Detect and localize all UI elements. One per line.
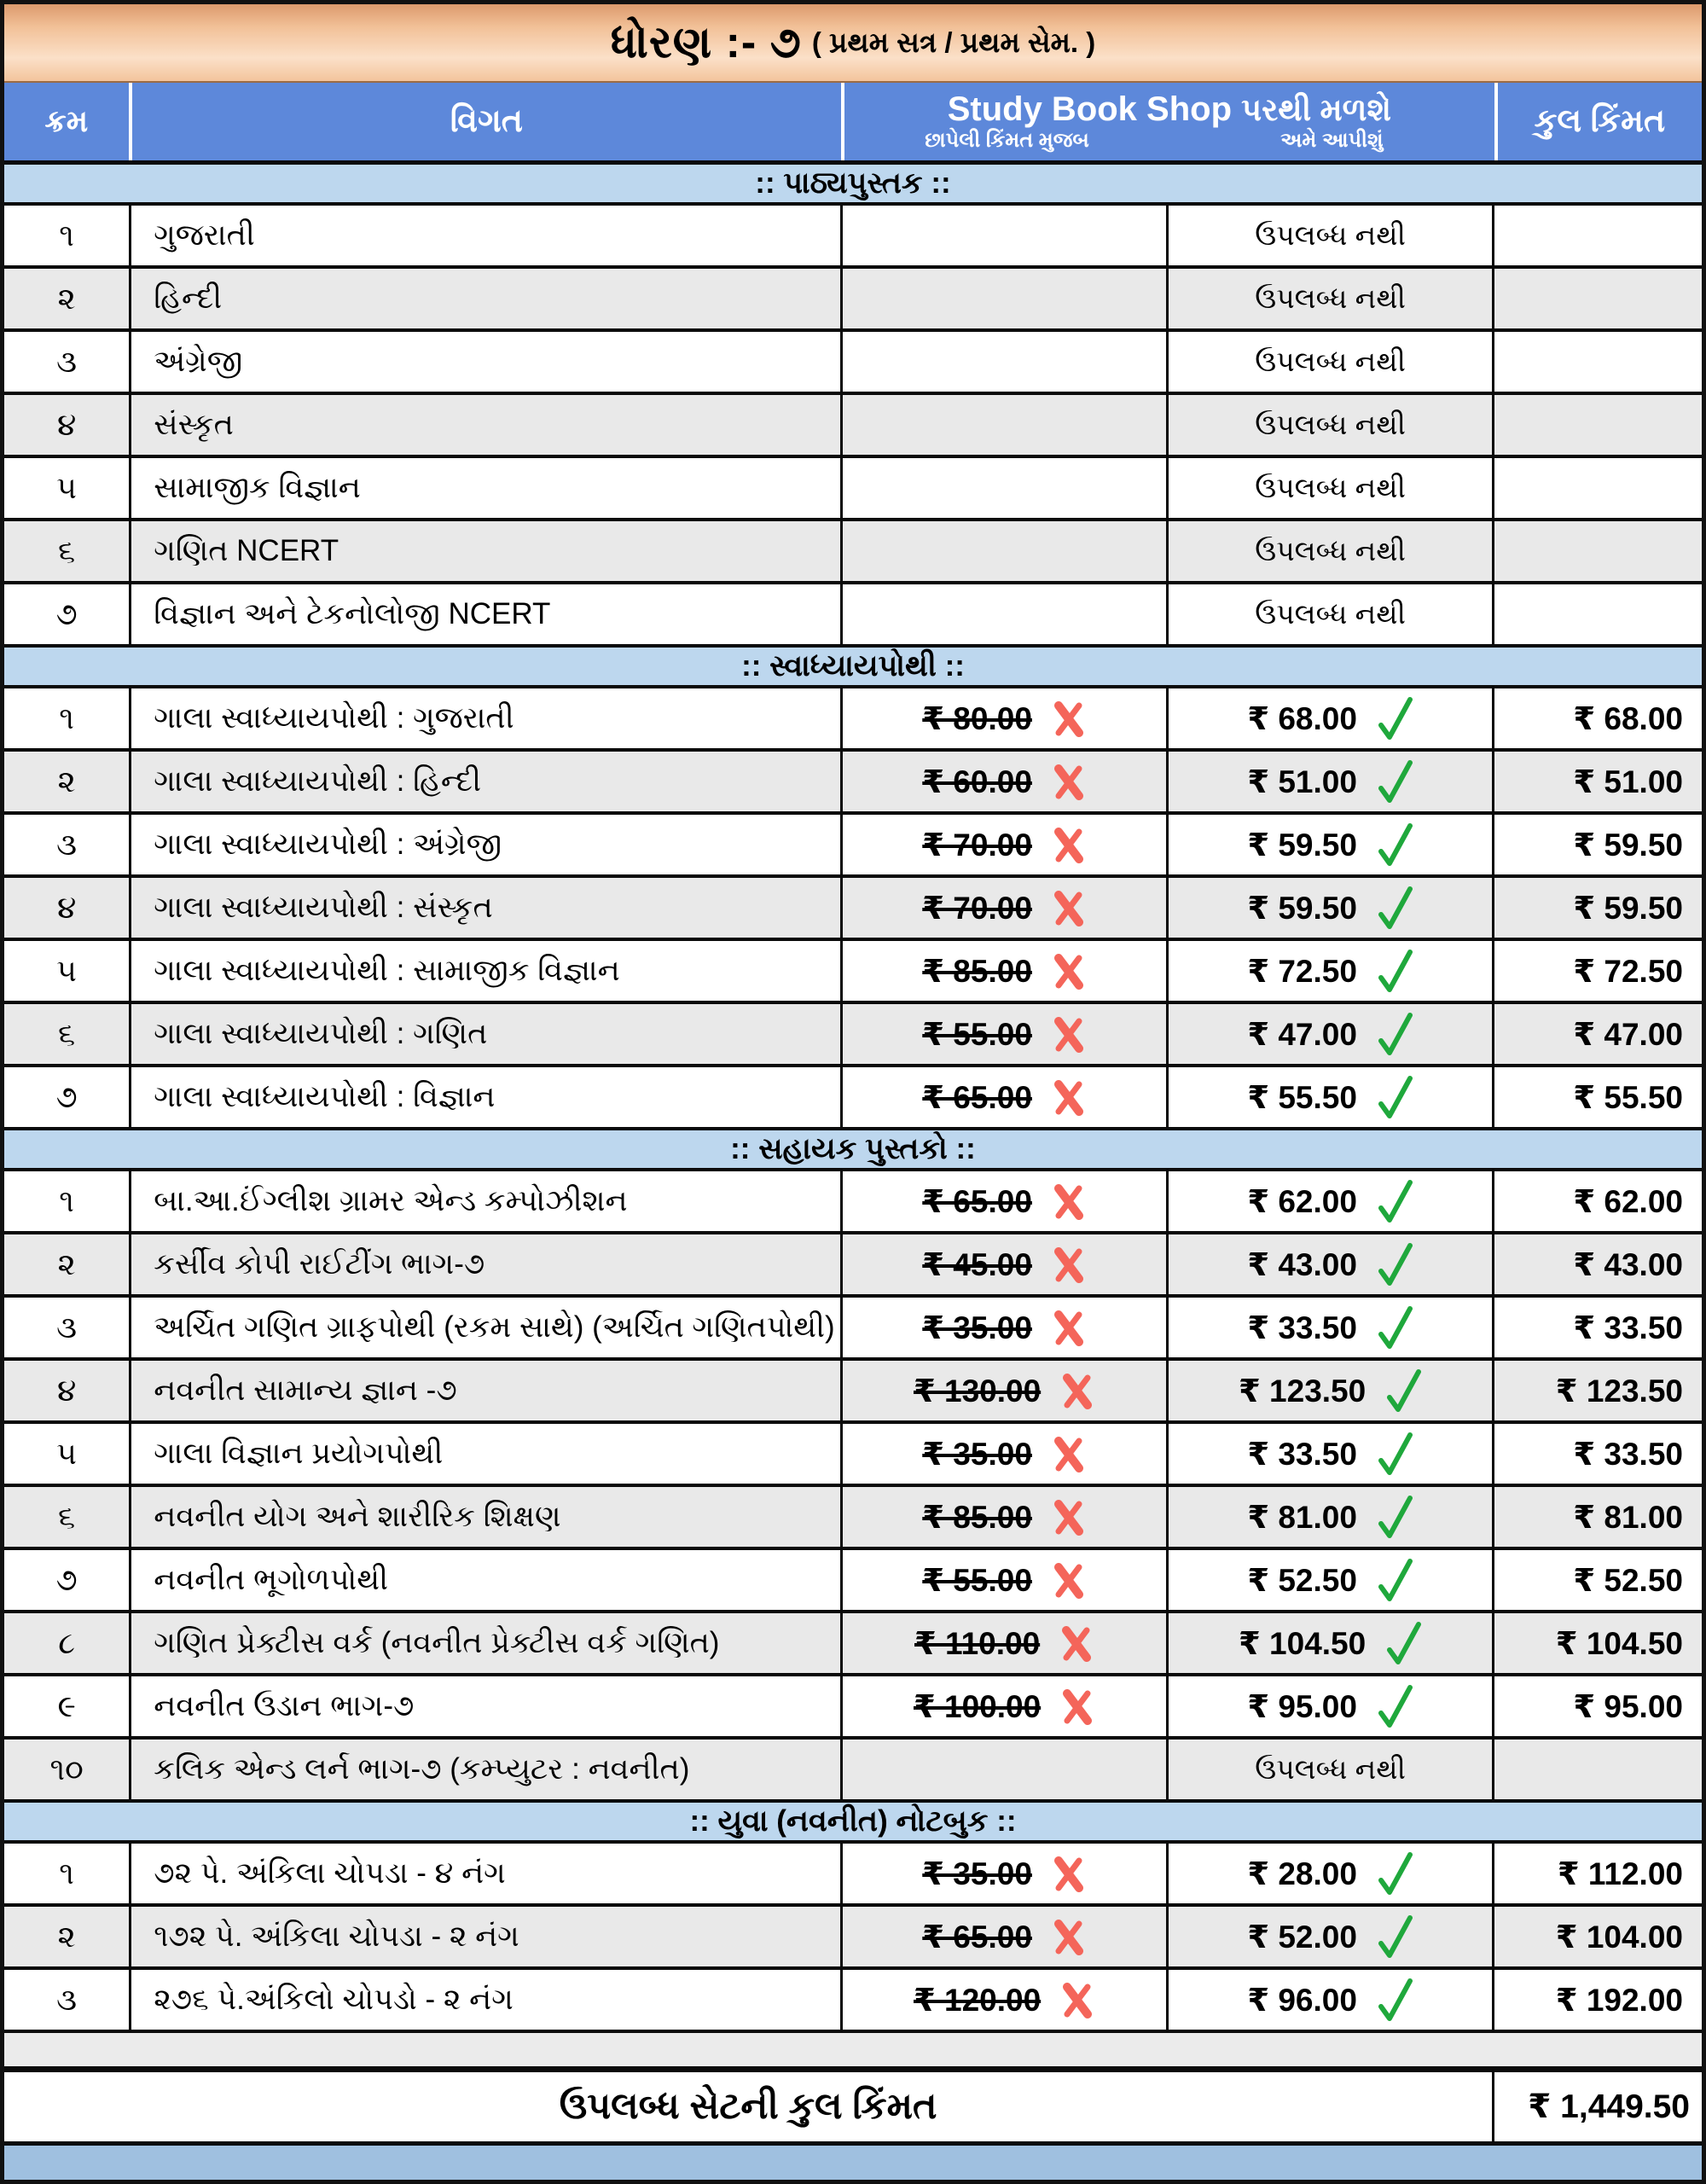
- table-row: [4, 1550, 1702, 1613]
- item-name-cell: ગાલા સ્વાધ્યાયપોથી : ગણિત: [131, 1004, 843, 1064]
- not-available-text: ઉપલબ્ધ નથી: [1255, 218, 1406, 251]
- table-column-header: [4, 83, 1702, 165]
- table-row: [4, 1676, 1702, 1740]
- table-row: [4, 584, 1702, 648]
- cross-icon: [1059, 1623, 1094, 1664]
- column-header-details: વિગત: [132, 83, 844, 160]
- printed-price: ₹ 70.00: [922, 827, 1032, 863]
- serial-cell: ૧: [4, 1171, 131, 1231]
- not-available-text: ઉપલબ્ધ નથી: [1255, 282, 1406, 314]
- printed-price-cell: [843, 1844, 1169, 1903]
- our-price: ₹ 96.00: [1247, 1982, 1357, 2018]
- total-price-cell: ₹ 43.00: [1573, 1246, 1683, 1282]
- serial-cell: ૧: [4, 206, 131, 265]
- printed-price: ₹ 100.00: [913, 1688, 1042, 1724]
- cross-icon: [1051, 761, 1087, 802]
- total-price-cell: [1494, 1740, 1702, 1799]
- item-name-cell: ગાલા સ્વાધ્યાયપોથી : ગુજરાતી: [131, 688, 843, 748]
- serial-cell: ૧: [4, 688, 131, 748]
- item-name-cell: અર્ચિત ગણિત ગ્રાફપોથી (રકમ સાથે) (અર્ચિત ગણિતપોથી): [131, 1298, 843, 1357]
- cross-icon: [1051, 1077, 1087, 1118]
- serial-cell: ૫: [4, 1424, 131, 1484]
- our-price-cell: [1169, 688, 1494, 748]
- our-price-cell: [1169, 1424, 1494, 1484]
- printed-price-cell: [843, 1067, 1169, 1127]
- table-row: [4, 458, 1702, 521]
- total-price-cell: ₹ 47.00: [1573, 1016, 1683, 1052]
- printed-price-cell: [843, 584, 1169, 644]
- our-price-cell: [1169, 1550, 1494, 1610]
- table-row: [4, 815, 1702, 878]
- cross-icon: [1051, 1014, 1087, 1054]
- printed-price: ₹ 35.00: [922, 1436, 1032, 1472]
- our-price: ₹ 47.00: [1247, 1016, 1357, 1052]
- our-price-cell: [1169, 1907, 1494, 1966]
- table-row: [4, 395, 1702, 458]
- our-price-cell: [1169, 752, 1494, 811]
- total-price-cell: [1494, 584, 1702, 644]
- item-name-cell: અંગ્રેજી: [131, 332, 843, 392]
- printed-price-cell: [843, 815, 1169, 874]
- column-header-shop: [844, 83, 1498, 160]
- printed-price-cell: [843, 1740, 1169, 1799]
- item-name-cell: હિન્દી: [131, 269, 843, 328]
- check-icon: [1376, 1493, 1413, 1541]
- serial-cell: ૩: [4, 1298, 131, 1357]
- total-price-cell: ₹ 104.50: [1555, 1625, 1683, 1661]
- serial-cell: ૧: [4, 1844, 131, 1903]
- printed-price: ₹ 65.00: [922, 1079, 1032, 1115]
- section-header: :: સ્વાધ્યાયપોથી ::: [4, 648, 1702, 688]
- table-row: [4, 1424, 1702, 1487]
- total-price-cell: ₹ 112.00: [1557, 1856, 1683, 1891]
- printed-price-cell: [843, 269, 1169, 328]
- cross-icon: [1051, 1244, 1087, 1285]
- our-price: ₹ 62.00: [1247, 1183, 1357, 1219]
- printed-price: ₹ 55.00: [922, 1016, 1032, 1052]
- total-price-cell: ₹ 81.00: [1573, 1499, 1683, 1535]
- cross-icon: [1051, 698, 1087, 739]
- table-row: [4, 752, 1702, 815]
- our-price: ₹ 43.00: [1247, 1246, 1357, 1282]
- our-price: ₹ 72.50: [1247, 953, 1357, 989]
- table-row: [4, 1298, 1702, 1361]
- check-icon: [1376, 1430, 1413, 1478]
- our-price: ₹ 51.00: [1247, 764, 1357, 799]
- total-price-cell: ₹ 72.50: [1573, 953, 1683, 989]
- printed-price-cell: [843, 206, 1169, 265]
- our-price-cell: [1169, 1676, 1494, 1736]
- printed-price-cell: [843, 1004, 1169, 1064]
- item-name-cell: નવનીત ઉડાન ભાગ-૭: [131, 1676, 843, 1736]
- printed-price: ₹ 110.00: [914, 1625, 1041, 1661]
- serial-cell: ૫: [4, 941, 131, 1001]
- cross-icon: [1051, 1853, 1087, 1894]
- our-price: ₹ 123.50: [1239, 1373, 1367, 1409]
- item-name-cell: ૭૨ પે. અંકિલા ચોપડા - ૪ નંગ: [131, 1844, 843, 1903]
- check-icon: [1376, 884, 1413, 932]
- table-row: [4, 1067, 1702, 1130]
- not-available-text: ઉપલબ્ધ નથી: [1255, 345, 1406, 377]
- total-price-cell: ₹ 33.50: [1573, 1436, 1683, 1472]
- our-price-cell: [1169, 1970, 1494, 2030]
- cross-icon: [1051, 1433, 1087, 1474]
- our-price: ₹ 52.50: [1247, 1562, 1357, 1598]
- item-name-cell: ગાલા વિજ્ઞાન પ્રયોગપોથી: [131, 1424, 843, 1484]
- table-row: [4, 1970, 1702, 2033]
- printed-price-cell: [843, 1487, 1169, 1547]
- item-name-cell: બા.આ.ઈંગ્લીશ ગ્રામર એન્ડ કમ્પોઝીશન: [131, 1171, 843, 1231]
- shop-subheaders: [844, 129, 1494, 153]
- item-name-cell: કર્સીવ કોપી રાઈટીંગ ભાગ-૭: [131, 1234, 843, 1294]
- cross-icon: [1051, 950, 1087, 991]
- our-price-cell: [1169, 332, 1494, 392]
- serial-cell: ૨: [4, 1907, 131, 1966]
- grand-total-label: ઉપલબ્ધ સેટની કુલ કિંમત: [4, 2072, 1494, 2141]
- check-icon: [1376, 1850, 1413, 1897]
- table-row: [4, 688, 1702, 752]
- serial-cell: ૯: [4, 1676, 131, 1736]
- check-icon: [1376, 947, 1413, 995]
- printed-price: ₹ 70.00: [922, 890, 1032, 926]
- item-name-cell: ગાલા સ્વાધ્યાયપોથી : સંસ્કૃત: [131, 878, 843, 938]
- serial-cell: ૨: [4, 752, 131, 811]
- item-name-cell: સંસ્કૃત: [131, 395, 843, 455]
- check-icon: [1376, 1682, 1413, 1730]
- item-name-cell: ગુજરાતી: [131, 206, 843, 265]
- item-name-cell: ૧૭૨ પે. અંકિલા ચોપડા - ૨ નંગ: [131, 1907, 843, 1966]
- check-icon: [1376, 1240, 1413, 1288]
- cross-icon: [1051, 887, 1087, 928]
- table-row: [4, 1487, 1702, 1550]
- printed-price-cell: [843, 752, 1169, 811]
- our-price: ₹ 52.00: [1247, 1919, 1357, 1955]
- table-row: [4, 1361, 1702, 1424]
- item-name-cell: ગણિત NCERT: [131, 521, 843, 581]
- printed-price-cell: [843, 458, 1169, 518]
- total-price-cell: ₹ 59.50: [1573, 827, 1683, 863]
- item-name-cell: કલિક એન્ડ લર્ન ભાગ-૭ (કમ્પ્યુટર : નવનીત): [131, 1740, 843, 1799]
- item-name-cell: ૨૭૬ પે.અંકિલો ચોપડો - ૨ નંગ: [131, 1970, 843, 2030]
- check-icon: [1384, 1619, 1422, 1667]
- table-row: [4, 269, 1702, 332]
- our-price-cell: [1169, 1067, 1494, 1127]
- check-icon: [1376, 1177, 1413, 1225]
- total-price-cell: ₹ 68.00: [1573, 700, 1683, 736]
- serial-cell: ૩: [4, 815, 131, 874]
- column-header-printed-price: છાપેલી કિંમત મુજબ: [925, 128, 1089, 152]
- our-price-cell: [1169, 1487, 1494, 1547]
- our-price-cell: [1169, 1234, 1494, 1294]
- cross-icon: [1059, 1686, 1095, 1727]
- printed-price: ₹ 60.00: [922, 764, 1032, 799]
- table-row: [4, 878, 1702, 941]
- table-row: [4, 1907, 1702, 1970]
- cross-icon: [1051, 1307, 1087, 1348]
- cross-icon: [1059, 1370, 1095, 1411]
- table-row: [4, 1004, 1702, 1067]
- our-price-cell: [1169, 395, 1494, 455]
- printed-price: ₹ 35.00: [922, 1856, 1032, 1891]
- printed-price-cell: [843, 521, 1169, 581]
- table-row: [4, 206, 1702, 269]
- section-header: :: પાઠ્યપુસ્તક ::: [4, 165, 1702, 206]
- our-price-cell: [1169, 521, 1494, 581]
- item-name-cell: ગાલા સ્વાધ્યાયપોથી : સામાજીક વિજ્ઞાન: [131, 941, 843, 1001]
- check-icon: [1376, 1304, 1413, 1351]
- table-row: [4, 1171, 1702, 1234]
- our-price: ₹ 59.50: [1247, 827, 1357, 863]
- cross-icon: [1051, 1496, 1087, 1537]
- our-price-cell: [1169, 206, 1494, 265]
- table-row: [4, 1740, 1702, 1803]
- printed-price: ₹ 130.00: [913, 1373, 1042, 1409]
- item-name-cell: ગાલા સ્વાધ્યાયપોથી : હિન્દી: [131, 752, 843, 811]
- our-price-cell: [1169, 815, 1494, 874]
- check-icon: [1384, 1367, 1422, 1414]
- printed-price-cell: [843, 1613, 1169, 1673]
- page-subtitle: ( પ્રથમ સત્ર / પ્રથમ સેમ. ): [811, 26, 1096, 58]
- printed-price-cell: [843, 1361, 1169, 1420]
- section-header: :: સહાયક પુસ્તકો ::: [4, 1130, 1702, 1171]
- empty-filler-row: [4, 2033, 1702, 2072]
- printed-price-cell: [843, 688, 1169, 748]
- item-name-cell: ગણિત પ્રેક્ટીસ વર્ક (નવનીત પ્રેક્ટીસ વર્ક ગણિત): [131, 1613, 843, 1673]
- total-price-cell: [1494, 206, 1702, 265]
- not-available-text: ઉપલબ્ધ નથી: [1255, 471, 1406, 503]
- printed-price-cell: [843, 941, 1169, 1001]
- our-price-cell: [1169, 878, 1494, 938]
- printed-price: ₹ 65.00: [922, 1183, 1032, 1219]
- serial-cell: ૧૦: [4, 1740, 131, 1799]
- table-row: [4, 1844, 1702, 1907]
- serial-cell: ૪: [4, 1361, 131, 1420]
- table-row: [4, 1234, 1702, 1298]
- not-available-text: ઉપલબ્ધ નથી: [1255, 408, 1406, 440]
- title-band: [4, 4, 1702, 83]
- total-price-cell: [1494, 521, 1702, 581]
- total-price-cell: [1494, 332, 1702, 392]
- check-icon: [1376, 1976, 1413, 2024]
- printed-price-cell: [843, 1550, 1169, 1610]
- total-price-cell: ₹ 51.00: [1573, 764, 1683, 799]
- shop-name: Study Book Shop: [947, 90, 1233, 128]
- column-header-total: કુલ કિંમત: [1534, 103, 1666, 139]
- grand-total-value: ₹ 1,449.50: [1528, 2088, 1690, 2125]
- check-icon: [1376, 758, 1413, 805]
- cross-icon: [1051, 824, 1087, 865]
- serial-cell: ૮: [4, 1613, 131, 1673]
- check-icon: [1376, 1010, 1413, 1058]
- serial-cell: ૩: [4, 332, 131, 392]
- serial-cell: ૪: [4, 395, 131, 455]
- our-price-cell: [1169, 1844, 1494, 1903]
- printed-price-cell: [843, 395, 1169, 455]
- grand-total-row: [4, 2072, 1702, 2146]
- table-body: [4, 165, 1702, 2033]
- total-price-cell: [1494, 269, 1702, 328]
- total-price-cell: ₹ 104.00: [1555, 1919, 1683, 1955]
- total-price-cell: ₹ 33.50: [1573, 1310, 1683, 1345]
- table-row: [4, 332, 1702, 395]
- total-price-cell: [1494, 395, 1702, 455]
- check-icon: [1376, 694, 1413, 742]
- item-name-cell: નવનીત ભૂગોળપોથી: [131, 1550, 843, 1610]
- our-price: ₹ 33.50: [1247, 1310, 1357, 1345]
- our-price: ₹ 81.00: [1247, 1499, 1357, 1535]
- serial-cell: ૪: [4, 878, 131, 938]
- serial-cell: ૩: [4, 1970, 131, 2030]
- check-icon: [1376, 1073, 1413, 1121]
- section-header: :: યુવા (નવનીત) નોટબુક ::: [4, 1803, 1702, 1844]
- serial-cell: ૬: [4, 521, 131, 581]
- printed-price-cell: [843, 332, 1169, 392]
- not-available-text: ઉપલબ્ધ નથી: [1255, 1752, 1406, 1785]
- serial-cell: ૨: [4, 269, 131, 328]
- serial-cell: ૭: [4, 584, 131, 644]
- total-price-cell: ₹ 62.00: [1573, 1183, 1683, 1219]
- our-price-cell: [1169, 941, 1494, 1001]
- item-name-cell: વિજ્ઞાન અને ટેકનોલોજી NCERT: [131, 584, 843, 644]
- not-available-text: ઉપલબ્ધ નથી: [1255, 534, 1406, 566]
- printed-price: ₹ 55.00: [922, 1562, 1032, 1598]
- our-price: ₹ 28.00: [1247, 1856, 1357, 1891]
- total-price-cell: ₹ 55.50: [1573, 1079, 1683, 1115]
- table-row: [4, 521, 1702, 584]
- serial-cell: ૫: [4, 458, 131, 518]
- printed-price-cell: [843, 1298, 1169, 1357]
- printed-price: ₹ 120.00: [913, 1982, 1042, 2018]
- total-price-cell: ₹ 123.50: [1555, 1373, 1683, 1409]
- column-header-serial: ક્રમ: [4, 83, 132, 160]
- cross-icon: [1051, 1181, 1087, 1222]
- our-price: ₹ 68.00: [1247, 700, 1357, 736]
- serial-cell: ૭: [4, 1067, 131, 1127]
- total-price-cell: ₹ 192.00: [1555, 1982, 1683, 2018]
- our-price-cell: [1169, 584, 1494, 644]
- printed-price-cell: [843, 1907, 1169, 1966]
- item-name-cell: ગાલા સ્વાધ્યાયપોથી : અંગ્રેજી: [131, 815, 843, 874]
- printed-price-cell: [843, 1234, 1169, 1294]
- printed-price: ₹ 85.00: [922, 1499, 1032, 1535]
- cross-icon: [1059, 1979, 1095, 2020]
- cross-icon: [1051, 1916, 1087, 1957]
- our-price: ₹ 33.50: [1247, 1436, 1357, 1472]
- page-title: ધોરણ :- ૭: [610, 17, 802, 67]
- our-price: ₹ 104.50: [1239, 1625, 1367, 1661]
- printed-price: ₹ 85.00: [922, 953, 1032, 989]
- check-icon: [1376, 1913, 1413, 1960]
- bottom-blue-strip: [4, 2146, 1702, 2180]
- printed-price-cell: [843, 1676, 1169, 1736]
- total-price-cell: [1494, 458, 1702, 518]
- our-price: ₹ 59.50: [1247, 890, 1357, 926]
- our-price-cell: [1169, 1740, 1494, 1799]
- total-price-cell: ₹ 95.00: [1573, 1688, 1683, 1724]
- our-price-cell: [1169, 1171, 1494, 1231]
- printed-price: ₹ 80.00: [922, 700, 1032, 736]
- our-price-cell: [1169, 1361, 1494, 1420]
- serial-cell: ૭: [4, 1550, 131, 1610]
- printed-price-cell: [843, 1424, 1169, 1484]
- table-row: [4, 1613, 1702, 1676]
- serial-cell: ૨: [4, 1234, 131, 1294]
- printed-price: ₹ 65.00: [922, 1919, 1032, 1955]
- column-header-our-price: અમે આપીશું: [1280, 128, 1384, 152]
- serial-cell: ૬: [4, 1487, 131, 1547]
- check-icon: [1376, 821, 1413, 868]
- cross-icon: [1051, 1560, 1087, 1600]
- check-icon: [1376, 1556, 1413, 1604]
- item-name-cell: નવનીત સામાન્ય જ્ઞાન -૭: [131, 1361, 843, 1420]
- total-price-cell: ₹ 52.50: [1573, 1562, 1683, 1598]
- serial-cell: ૬: [4, 1004, 131, 1064]
- our-price: ₹ 55.50: [1247, 1079, 1357, 1115]
- not-available-text: ઉપલબ્ધ નથી: [1255, 597, 1406, 630]
- printed-price-cell: [843, 878, 1169, 938]
- our-price-cell: [1169, 269, 1494, 328]
- printed-price: ₹ 45.00: [922, 1246, 1032, 1282]
- our-price-cell: [1169, 1613, 1494, 1673]
- our-price-cell: [1169, 458, 1494, 518]
- total-price-cell: ₹ 59.50: [1573, 890, 1683, 926]
- item-name-cell: ગાલા સ્વાધ્યાયપોથી : વિજ્ઞાન: [131, 1067, 843, 1127]
- item-name-cell: સામાજીક વિજ્ઞાન: [131, 458, 843, 518]
- printed-price-cell: [843, 1171, 1169, 1231]
- our-price-cell: [1169, 1298, 1494, 1357]
- item-name-cell: નવનીત યોગ અને શારીરિક શિક્ષણ: [131, 1487, 843, 1547]
- table-row: [4, 941, 1702, 1004]
- printed-price-cell: [843, 1970, 1169, 2030]
- our-price: ₹ 95.00: [1247, 1688, 1357, 1724]
- shop-header-title: [948, 91, 1391, 127]
- printed-price: ₹ 35.00: [922, 1310, 1032, 1345]
- our-price-cell: [1169, 1004, 1494, 1064]
- shop-available-text: પરથી મળશે: [1241, 91, 1392, 127]
